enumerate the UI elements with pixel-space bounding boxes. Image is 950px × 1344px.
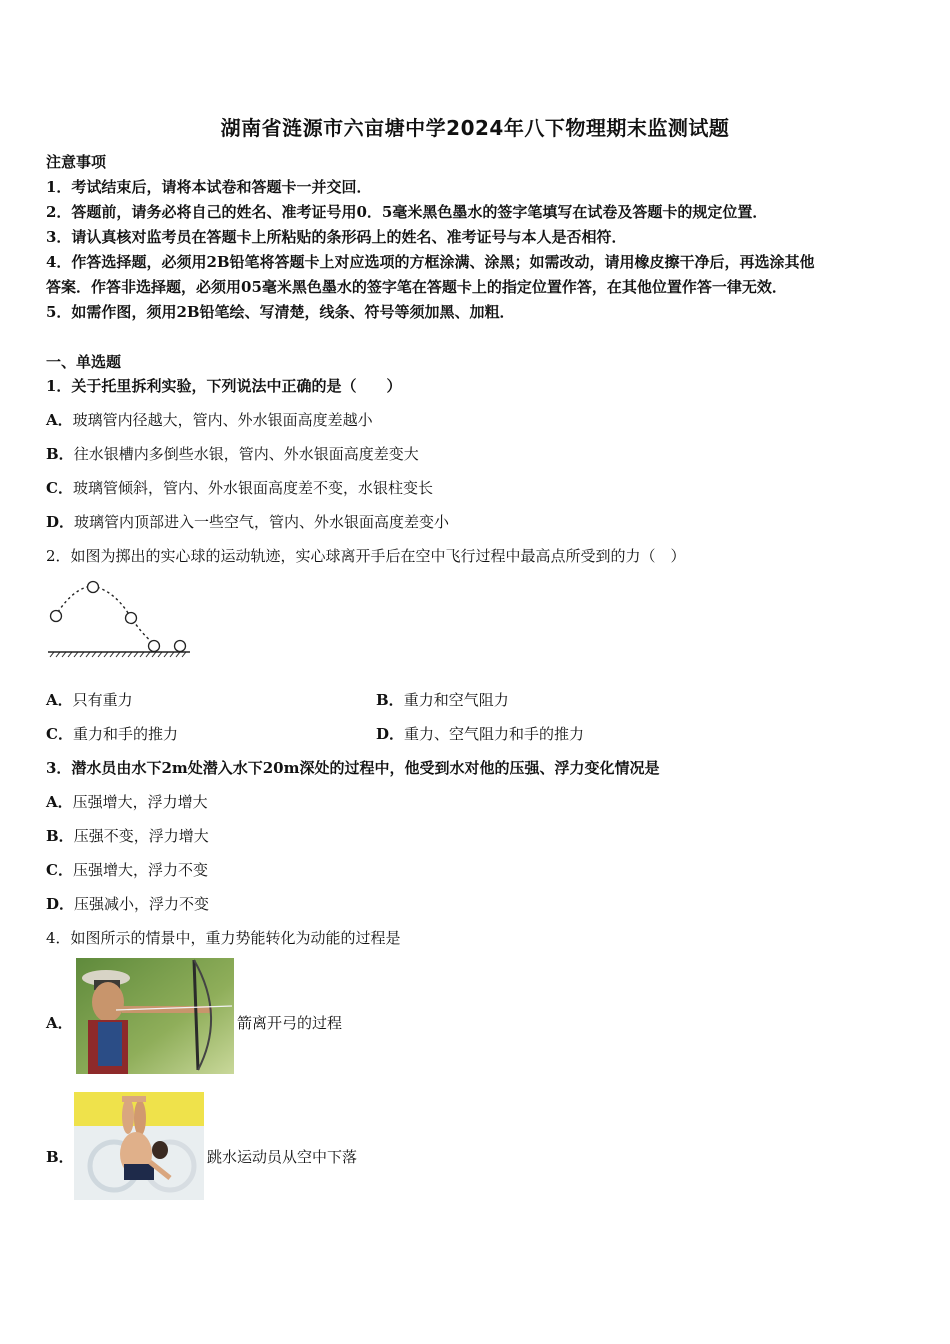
ball-rolled: [175, 641, 186, 652]
q2-option-c: [46, 723, 178, 744]
option-label: D．: [376, 725, 405, 743]
q2-option-d: [376, 723, 584, 744]
trajectory-diagram: [44, 576, 194, 660]
option-text: 压强增大，浮力不变: [72, 861, 208, 879]
option-text: 重力和空气阻力: [403, 691, 509, 709]
option-text: 玻璃管内顶部进入一些空气，管内、外水银面高度差变小: [74, 513, 450, 531]
trajectory-path: [58, 586, 152, 642]
question-4-stem: 4．如图所示的情景中，重力势能转化为动能的过程是: [46, 929, 401, 947]
notice-item: 3．请认真核对监考员在答题卡上所粘贴的条形码上的姓名、准考证号与本人是否相符．: [46, 228, 627, 246]
option-label: A．: [46, 411, 73, 429]
q3-option-d: [46, 894, 209, 914]
option-text: 玻璃管倾斜，管内、外水银面高度差不变，水银柱变长: [72, 479, 433, 497]
option-text: 压强增大，浮力增大: [72, 793, 208, 811]
q2-option-a: [46, 689, 133, 710]
q1-option-b: [46, 444, 419, 464]
page-title: 湖南省涟源市六亩塘中学2024年八下物理期末监测试题: [220, 116, 730, 140]
q4-option-a-text: 箭离开弓的过程: [237, 1014, 343, 1032]
option-text: 重力、空气阻力和手的推力: [404, 725, 585, 743]
option-text: 压强不变，浮力增大: [73, 827, 209, 845]
ball-top: [88, 582, 99, 593]
option-label: C．: [46, 725, 73, 743]
option-text: 只有重力: [72, 691, 133, 709]
q4-option-b-text: 跳水运动员从空中下落: [207, 1148, 358, 1166]
q1-option-d: [46, 512, 449, 532]
option-label: B．: [46, 445, 74, 463]
ball-falling: [126, 613, 137, 624]
question-2-stem: 2．如图为掷出的实心球的运动轨迹，实心球离开手后在空中飞行过程中最高点所受到的力（ ）: [46, 547, 686, 565]
option-text: 重力和手的推力: [72, 725, 178, 743]
notice-item: 答案．作答非选择题，必须用05毫米黑色墨水的签字笔在答题卡上的指定位置作答，在其他位置作答一律无效．: [46, 278, 787, 296]
q3-option-a: [46, 792, 208, 812]
option-text: 玻璃管内径越大，管内、外水银面高度差越小: [72, 411, 373, 429]
question-1-stem: 1．关于托里拆利实验，下列说法中正确的是（ ）: [46, 377, 402, 395]
notice-item: 1．考试结束后，请将本试卷和答题卡一并交回．: [46, 178, 372, 196]
option-label: C．: [46, 861, 73, 879]
question-3-stem: 3．潜水员由水下2m处潜入水下20m深处的过程中，他受到水对他的压强、浮力变化情况是: [46, 759, 660, 777]
section-heading: 一、单选题: [46, 353, 122, 371]
notice-heading: 注意事项: [46, 153, 107, 171]
ball-start: [51, 611, 62, 622]
q4-option-b-label: B．: [46, 1148, 74, 1166]
option-label: C．: [46, 479, 73, 497]
option-label: A．: [46, 691, 73, 709]
diver-photo: [74, 1092, 204, 1200]
option-label: A．: [46, 793, 73, 811]
notice-item: 5．如需作图，须用2B铅笔绘、写清楚，线条、符号等须加黑、加粗．: [46, 303, 515, 321]
ball-landed: [149, 641, 160, 652]
q3-option-c: [46, 860, 208, 880]
option-label: D．: [46, 895, 75, 913]
q2-option-b: [376, 689, 509, 710]
q3-option-b: [46, 826, 209, 846]
option-label: B．: [376, 691, 404, 709]
option-text: 往水银槽内多倒些水银，管内、外水银面高度差变大: [73, 445, 419, 463]
option-label: D．: [46, 513, 75, 531]
q4-option-a-label: A．: [46, 1014, 73, 1032]
option-text: 压强减小，浮力不变: [74, 895, 210, 913]
option-label: B．: [46, 827, 74, 845]
notice-item: 2．答题前，请务必将自己的姓名、准考证号用0．5毫米黑色墨水的签字笔填写在试卷及答题卡的规定位置．: [46, 203, 768, 221]
archer-photo: [76, 958, 234, 1074]
notice-item: 4．作答选择题，必须用2B铅笔将答题卡上对应选项的方框涂满、涂黑；如需改动，请用橡皮擦干净后，再选涂其他: [46, 253, 815, 271]
q1-option-c: [46, 478, 433, 498]
q1-option-a: [46, 410, 373, 430]
